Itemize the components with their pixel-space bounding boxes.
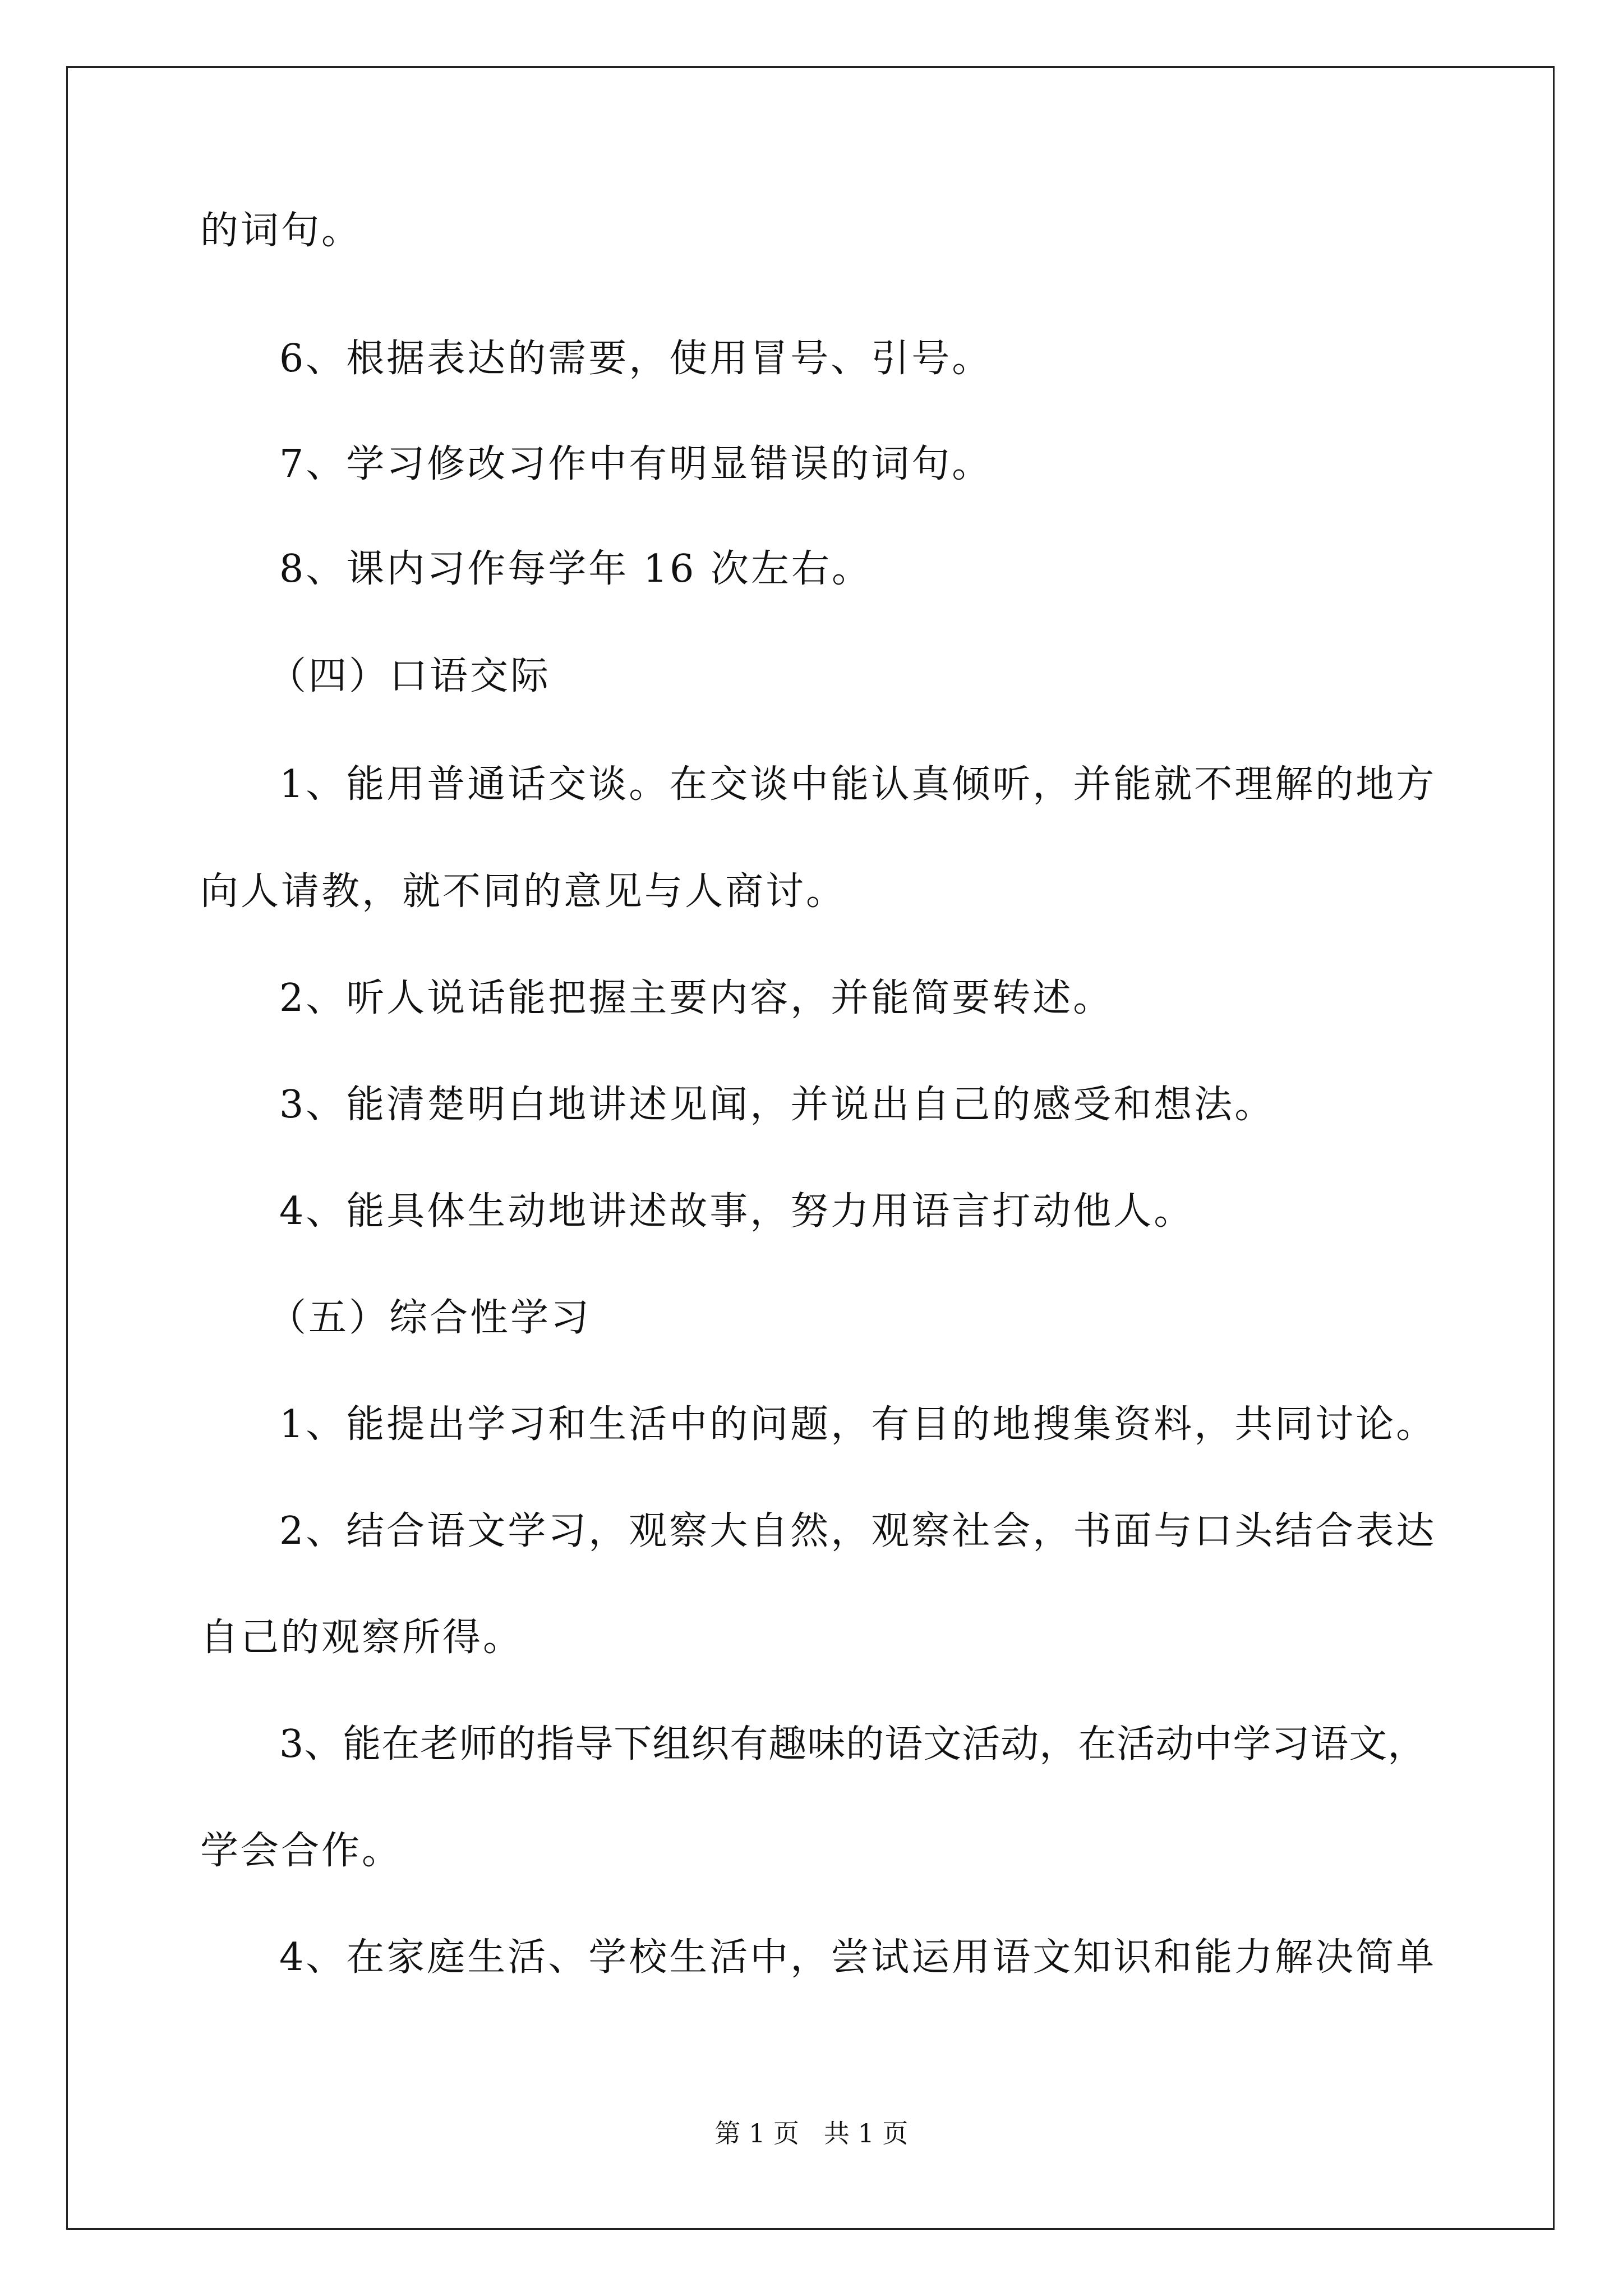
text-item-6: 6、根据表达的需要，使用冒号、引号。 bbox=[279, 337, 993, 381]
text-comp-item-2: 2、结合语文学习，观察大自然，观察社会，书面与口头结合表达 bbox=[279, 1509, 1437, 1553]
section-heading-oral: （四）口语交际 bbox=[268, 654, 551, 698]
text-comp-item-2-cont: 自己的观察所得。 bbox=[200, 1616, 524, 1660]
text-oral-item-3: 3、能清楚明白地讲述见闻，并说出自己的感受和想法。 bbox=[279, 1083, 1275, 1127]
text-oral-item-1-cont: 向人请教，就不同的意见与人商讨。 bbox=[200, 869, 847, 914]
page-border bbox=[66, 66, 1555, 2230]
text-comp-item-4: 4、在家庭生活、学校生活中，尝试运用语文知识和能力解决简单 bbox=[279, 1935, 1437, 1980]
text-comp-item-3: 3、能在老师的指导下组织有趣味的语文活动，在活动中学习语文， bbox=[279, 1722, 1427, 1766]
text-oral-item-1: 1、能用普通话交谈。在交谈中能认真倾听，并能就不理解的地方 bbox=[279, 762, 1437, 807]
text-oral-item-4: 4、能具体生动地讲述故事，努力用语言打动他人。 bbox=[279, 1189, 1195, 1234]
text-oral-item-2: 2、听人说话能把握主要内容，并能简要转述。 bbox=[279, 976, 1114, 1020]
text-item-8: 8、课内习作每学年 16 次左右。 bbox=[279, 547, 873, 591]
page-footer: 第 1 页 共 1 页 bbox=[714, 2118, 909, 2148]
text-comp-item-1: 1、能提出学习和生活中的问题，有目的地搜集资料，共同讨论。 bbox=[279, 1402, 1437, 1447]
text-line-continuation: 的词句。 bbox=[200, 209, 362, 253]
text-comp-item-3-cont: 学会合作。 bbox=[200, 1829, 403, 1873]
text-item-7: 7、学习修改习作中有明显错误的词句。 bbox=[279, 442, 993, 486]
section-heading-comprehensive: （五）综合性学习 bbox=[268, 1296, 592, 1340]
